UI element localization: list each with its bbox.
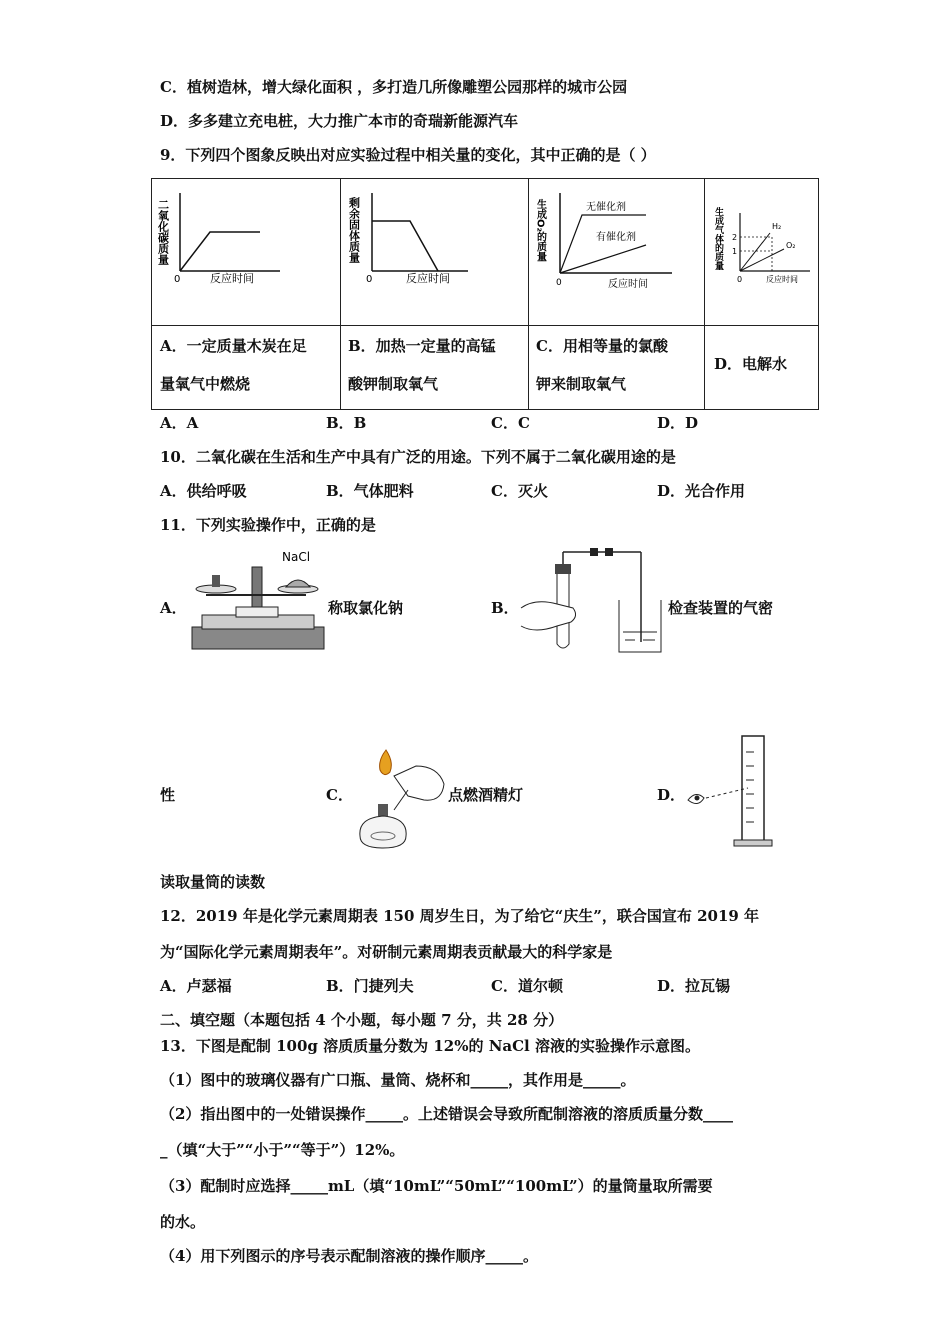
q13-part-4: （4）用下列图示的序号表示配制溶液的操作顺序_____。 bbox=[160, 1247, 538, 1265]
caption-d-line1: D．电解水 bbox=[714, 355, 788, 373]
q10-option-d[interactable]: D．光合作用 bbox=[657, 482, 746, 500]
q9-option-d[interactable]: D．D bbox=[657, 414, 699, 432]
graph-d-series-o2: O₂ bbox=[786, 241, 796, 250]
question-9-stem: 9．下列四个图象反映出对应实验过程中相关量的变化，其中正确的是（ ） bbox=[160, 146, 656, 164]
graph-d-ylabel: 生成气体的质量 bbox=[713, 207, 723, 270]
q11-option-d-text: 读取量筒的读数 bbox=[160, 873, 266, 891]
graph-b bbox=[348, 185, 524, 321]
q11-option-c-text: 点燃酒精灯 bbox=[448, 786, 524, 804]
q9-option-c[interactable]: C．C bbox=[491, 414, 530, 432]
graph-c-xlabel: 反应时间 bbox=[608, 279, 648, 290]
caption-c-line2: 钾来制取氧气 bbox=[536, 375, 627, 393]
q11-option-a-text: 称取氯化钠 bbox=[328, 599, 404, 617]
section-2-heading: 二、填空题（本题包括 4 个小题，每小题 7 分，共 28 分） bbox=[160, 1011, 564, 1029]
q10-option-c[interactable]: C．灭火 bbox=[491, 482, 548, 500]
graph-d-origin: 0 bbox=[737, 275, 743, 284]
graph-b-origin: 0 bbox=[366, 274, 373, 285]
caption-c-line1: C．用相等量的氯酸 bbox=[536, 337, 668, 355]
caption-a-line1: A．一定质量木炭在足 bbox=[160, 337, 307, 355]
graph-a-ylabel: 二氧化碳质量 bbox=[156, 199, 170, 265]
q13-part-2b: _（填“大于”“小于”“等于”）12%。 bbox=[160, 1141, 405, 1159]
q11-option-b-label[interactable]: B． bbox=[491, 599, 519, 617]
caption-b-line2: 酸钾制取氧气 bbox=[348, 375, 439, 393]
option-d-line: D．多多建立充电桩，大力推广本市的奇瑞新能源汽车 bbox=[160, 112, 519, 130]
q12-option-d[interactable]: D．拉瓦锡 bbox=[657, 977, 731, 995]
graph-c bbox=[536, 185, 700, 321]
q12-option-b[interactable]: B．门捷列夫 bbox=[326, 977, 414, 995]
graduated-cylinder-image bbox=[684, 732, 784, 850]
airtightness-image bbox=[515, 542, 665, 657]
question-12-line1: 12．2019 年是化学元素周期表 150 周岁生日，为了给它“庆生”，联合国宣布 2019 年 bbox=[160, 907, 760, 925]
graph-d-tick-1: 1 bbox=[732, 247, 738, 256]
caption-b-line1: B．加热一定量的高锰 bbox=[348, 337, 496, 355]
q12-option-c[interactable]: C．道尔顿 bbox=[491, 977, 563, 995]
q10-option-b[interactable]: B．气体肥料 bbox=[326, 482, 414, 500]
caption-a-line2: 量氧气中燃烧 bbox=[160, 375, 251, 393]
q13-part-3a: （3）配制时应选择_____mL（填“10mL”“50mL”“100mL”）的量筒量取所需要 bbox=[160, 1177, 713, 1195]
q11-option-b-text: 检查装置的气密 bbox=[668, 599, 774, 617]
question-9-table bbox=[151, 178, 819, 410]
question-10-stem: 10．二氧化碳在生活和生产中具有广泛的用途。下列不属于二氧化碳用途的是 bbox=[160, 448, 676, 466]
graph-a-xlabel: 反应时间 bbox=[210, 272, 254, 285]
graph-d-series-h2: H₂ bbox=[772, 222, 782, 231]
balance-scale-image bbox=[186, 545, 328, 655]
nacl-label: NaCl bbox=[282, 550, 311, 564]
graph-b-ylabel: 剩余固体质量 bbox=[347, 197, 361, 263]
graph-a-origin: 0 bbox=[174, 274, 181, 285]
q11-option-b-text-cont: 性 bbox=[160, 786, 176, 804]
option-c-line: C．植树造林，增大绿化面积 ，多打造几所像雕塑公园那样的城市公园 bbox=[160, 78, 628, 96]
q13-part-2a: （2）指出图中的一处错误操作_____。上述错误会导致所配制溶液的溶质质量分数____ bbox=[160, 1105, 733, 1123]
question-12-line2: 为“国际化学元素周期表年”。对研制元素周期表贡献最大的科学家是 bbox=[160, 943, 613, 961]
graph-d-tick-2: 2 bbox=[732, 233, 738, 242]
q12-option-a[interactable]: A．卢瑟福 bbox=[160, 977, 232, 995]
q13-part-1: （1）图中的玻璃仪器有广口瓶、量筒、烧杯和_____，其作用是_____。 bbox=[160, 1071, 636, 1089]
graph-a bbox=[156, 185, 336, 321]
q9-option-b[interactable]: B．B bbox=[326, 414, 367, 432]
q10-option-a[interactable]: A．供给呼吸 bbox=[160, 482, 247, 500]
graph-c-ylabel: 生成O₂的质量 bbox=[534, 199, 546, 262]
q11-option-a-label[interactable]: A． bbox=[160, 599, 187, 617]
graph-d-xlabel: 反应时间 bbox=[766, 275, 798, 284]
q11-option-d-label[interactable]: D． bbox=[657, 786, 686, 804]
graph-c-origin: 0 bbox=[556, 278, 562, 288]
q13-part-3b: 的水。 bbox=[160, 1213, 206, 1231]
graph-d bbox=[710, 185, 814, 321]
alcohol-lamp-image bbox=[350, 740, 450, 850]
question-13-stem: 13．下图是配制 100g 溶质质量分数为 12%的 NaCl 溶液的实验操作示意图。 bbox=[160, 1037, 700, 1055]
graph-b-xlabel: 反应时间 bbox=[406, 272, 450, 285]
graph-c-curve1: 无催化剂 bbox=[586, 202, 626, 213]
q11-option-c-label[interactable]: C． bbox=[326, 786, 353, 804]
question-11-stem: 11．下列实验操作中，正确的是 bbox=[160, 516, 376, 534]
graph-c-curve2: 有催化剂 bbox=[596, 232, 636, 243]
q9-option-a[interactable]: A．A bbox=[160, 414, 199, 432]
